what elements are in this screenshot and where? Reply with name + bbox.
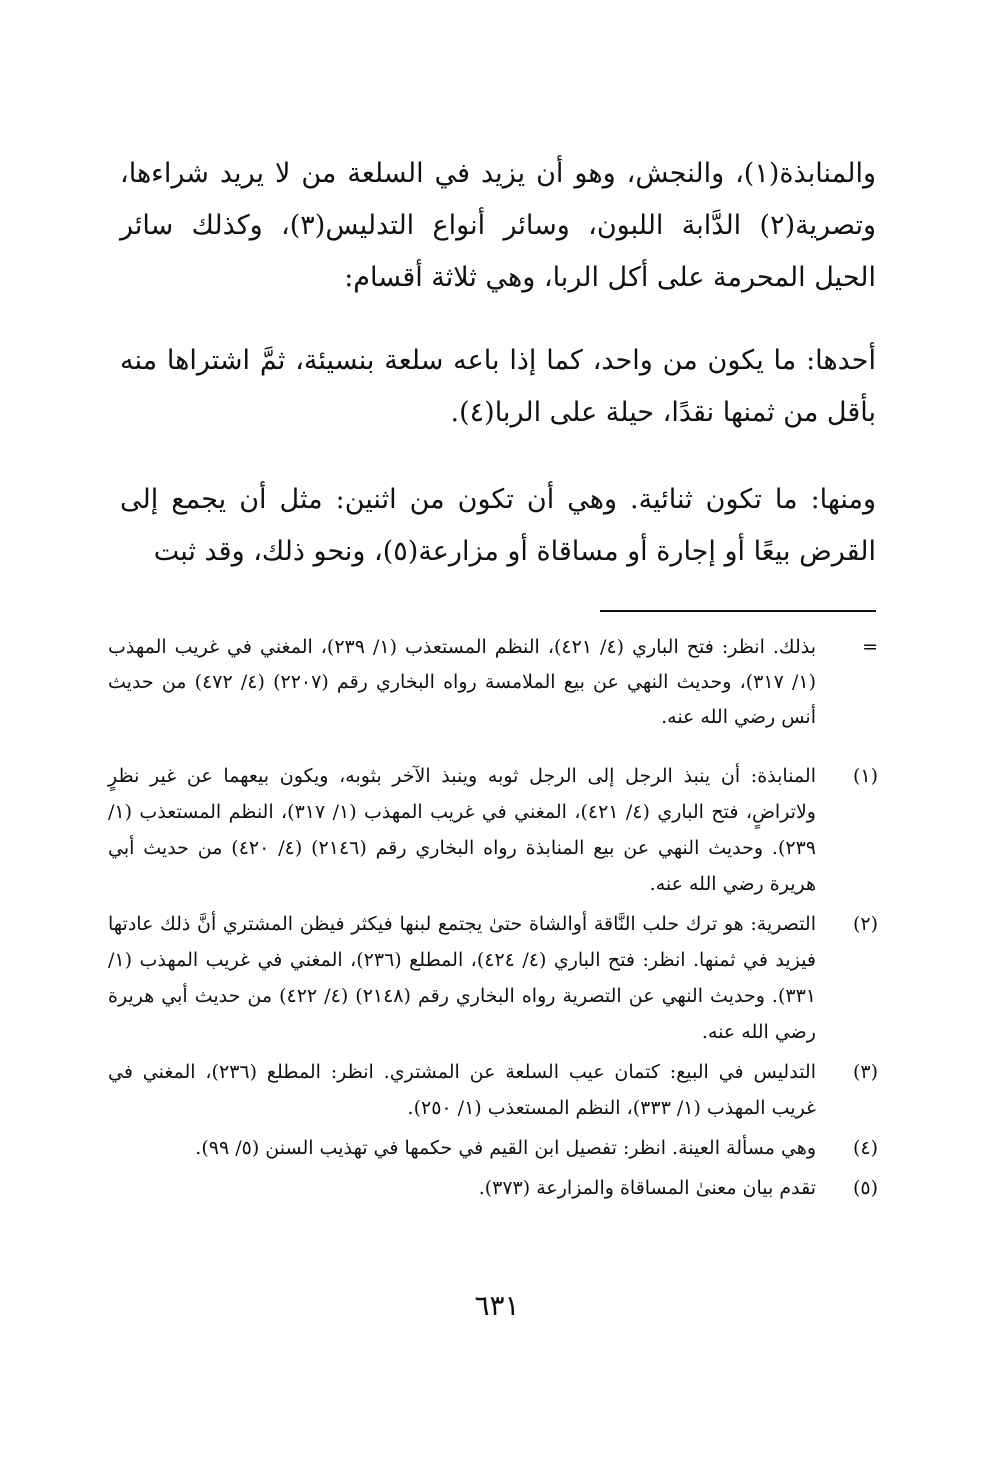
footnote-text: التدليس في البيع: كتمان عيب السلعة عن المشتري. انظر: المطلع (٢٣٦)، المغني في غريب المهذب (١/ ٣٣٣)، النظم المستعذب (١/ ٢٥٠).	[108, 1061, 816, 1119]
footnote-continuation-text: بذلك. انظر: فتح الباري (٤/ ٤٢١)، النظم المستعذب (١/ ٢٣٩)، المغني في غريب المهذب (١/ ٣١٧)، وحديث النهي عن بيع الملامسة رواه البخاري رقم (٢٢٠٧) (٤/ ٤٧٢) من حديث أنس رضي الله عنه.	[108, 636, 816, 728]
footnote-text: وهي مسألة العينة. انظر: تفصيل ابن القيم في حكمها في تهذيب السنن (٥/ ٩٩).	[195, 1137, 816, 1159]
footnote-number: (٣)	[852, 1061, 878, 1083]
main-paragraph-3: ومنها: ما تكون ثنائية. وهي أن تكون من اثنين: مثل أن يجمع إلى القرض بيعًا أو إجارة أو مساقاة أو مزارعة(٥)، ونحو ذلك، وقد ثبت	[120, 484, 876, 567]
footnote-number: (٢)	[852, 913, 878, 935]
main-paragraph-1: والمنابذة(١)، والنجش، وهو أن يزيد في السلعة من لا يريد شراءها، وتصرية(٢) الدَّابة اللبون، وسائر أنواع التدليس(٣)، وكذلك سائر الحيل المحرمة على أكل الربا، وهي ثلاثة أقسام:	[120, 158, 876, 293]
footnote-item	[108, 1130, 878, 1166]
footnote-divider	[600, 610, 876, 612]
main-paragraph-2: أحدها: ما يكون من واحد، كما إذا باعه سلعة بنسيئة، ثمَّ اشتراها منه بأقل من ثمنها نقدًا، حيلة على الربا(٤).	[120, 345, 876, 428]
footnote-text: تقدم بيان معنىٰ المساقاة والمزارعة (٣٧٣).	[478, 1177, 816, 1199]
footnote-item	[108, 1054, 878, 1126]
footnote-text: المنابذة: أن ينبذ الرجل إلى الرجل ثوبه وينبذ الآخر بثوبه، ويكون بيعهما عن غير نظرٍ ولاتراضٍ، فتح الباري (٤/ ٤٢١)، المغني في غريب المهذب (١/ ٣١٧)، النظم المستعذب (١/ ٢٣٩). وحديث النهي عن بيع المنابذة رواه البخاري رقم (٢١٤٦) (٤/ ٤٢٠) من حديث أبي هريرة رضي الله عنه.	[108, 765, 816, 895]
footnote-item	[108, 906, 878, 1050]
footnote-list	[108, 758, 878, 1206]
footnote-number: (٥)	[852, 1177, 878, 1199]
page-number: ٦٣١	[474, 1289, 520, 1322]
footnote-item	[108, 1170, 878, 1206]
footnote-continuation-marker: =	[862, 636, 878, 658]
footnote-continuation	[108, 630, 878, 735]
footnote-item	[108, 758, 878, 902]
footnote-text: التصرية: هو ترك حلب النَّاقة أوالشاة حتىٰ يجتمع لبنها فيكثر فيظن المشتري أنَّ ذلك عادتها فيزيد في ثمنها. انظر: فتح الباري (٤/ ٤٢٤)، المطلع (٢٣٦)، المغني في غريب المهذب (١/ ٣٣١). وحديث النهي عن التصرية رواه البخاري رقم (٢١٤٨) (٤/ ٤٢٢) من حديث أبي هريرة رضي الله عنه.	[108, 913, 816, 1043]
footnote-number: (١)	[852, 765, 878, 787]
footnote-number: (٤)	[852, 1137, 878, 1159]
